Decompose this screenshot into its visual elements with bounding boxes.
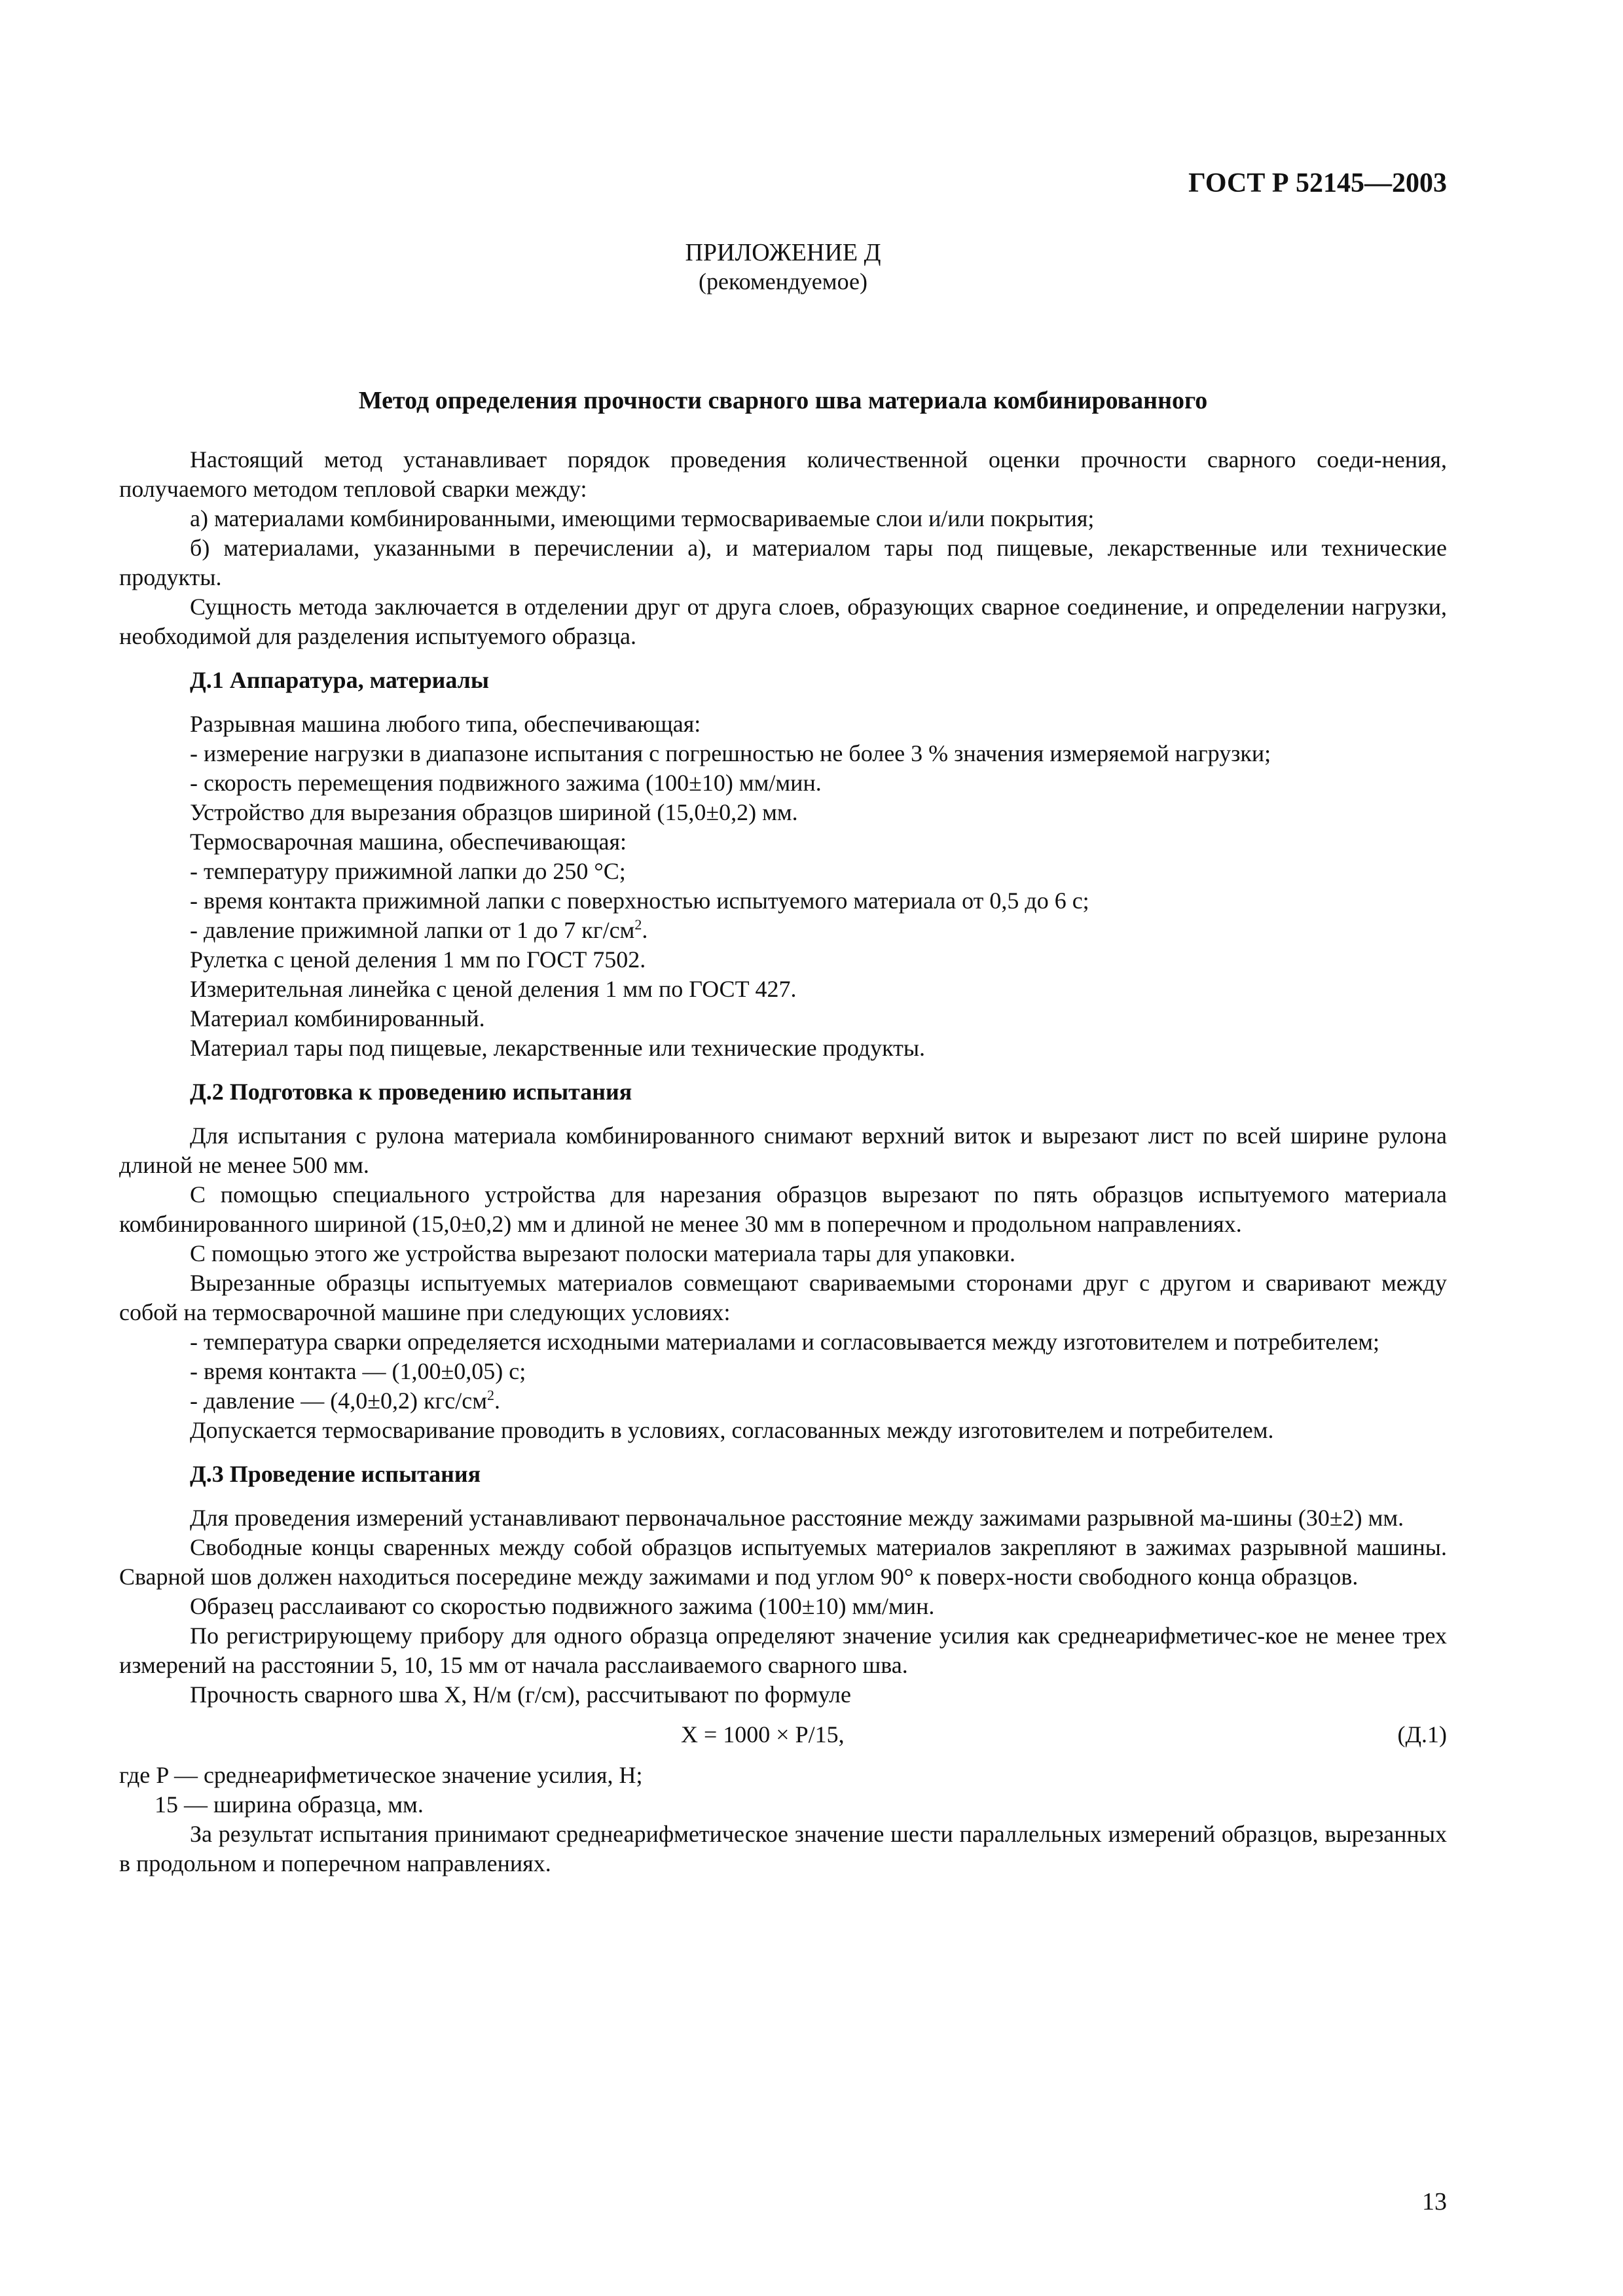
intro-essence: Сущность метода заключается в отделении друг от друга слоев, образующих сварное соединение, и определении нагрузки, необходимой для разделения испытуемого образца.: [119, 594, 1447, 649]
d3-line: Для проведения измерений устанавливают первоначальное расстояние между зажимами разрывной ма-шины (30±2) мм.: [190, 1505, 1404, 1531]
formula-number: (Д.1): [1397, 1721, 1447, 1748]
d1-pressure-text: - давление прижимной лапки от 1 до 7 кг/см: [190, 917, 635, 943]
d1-line: Рулетка с ценой деления 1 мм по ГОСТ 7502.: [190, 946, 646, 973]
d2-line: Вырезанные образцы испытуемых материалов совмещают свариваемыми сторонами друг с другом и сваривают между собой на термосварочной машине при следующих условиях:: [119, 1270, 1447, 1325]
d2-line: - время контакта — (1,00±0,05) с;: [190, 1358, 526, 1384]
d1-pressure-line: [119, 916, 1447, 945]
period: .: [642, 917, 648, 943]
where-line: 15 — ширина образца, мм.: [155, 1791, 424, 1818]
result-paragraph: За результат испытания принимают среднеарифметическое значение шести параллельных измерений образцов, вырезанных в продольном и поперечном направлениях.: [119, 1821, 1447, 1876]
appendix-title: ПРИЛОЖЕНИЕ Д: [685, 239, 881, 266]
section-d3-heading: Д.3 Проведение испытания: [190, 1461, 481, 1487]
method-title: Метод определения прочности сварного шва материала комбинированного: [358, 387, 1208, 414]
superscript: 2: [634, 916, 642, 933]
d1-line: Измерительная линейка с ценой деления 1 мм по ГОСТ 427.: [190, 976, 797, 1002]
d1-line: Материал тары под пищевые, лекарственные или технические продукты.: [190, 1035, 926, 1061]
d3-line: Свободные концы сваренных между собой образцов испытуемых материалов закрепляют в зажимах разрывной машины. Сварной шов должен находиться посередине между зажимами и под углом 90° к поверх-ности свободного конца образцов.: [119, 1534, 1447, 1590]
d1-line: - температуру прижимной лапки до 250 °С;: [190, 858, 626, 884]
formula: X = 1000 × P/15,: [681, 1721, 845, 1748]
document-body: [119, 445, 1447, 1878]
intro-item-b: б) материалами, указанными в перечислении а), и материалом тары под пищевые, лекарственные или технические продукты.: [119, 535, 1447, 590]
document-page: [119, 0, 1447, 2296]
d1-line: Термосварочная машина, обеспечивающая:: [190, 829, 627, 855]
standard-number: ГОСТ Р 52145—2003: [1188, 168, 1447, 198]
where-line: где P — среднеарифметическое значение усилия, Н;: [119, 1762, 643, 1788]
intro-item-a: а) материалами комбинированными, имеющими термосвариваемые слои и/или покрытия;: [190, 505, 1095, 531]
section-d1-heading: Д.1 Аппаратура, материалы: [190, 667, 489, 693]
section-d2-heading: Д.2 Подготовка к проведению испытания: [190, 1079, 632, 1105]
d2-pressure-line: [119, 1386, 1447, 1416]
d3-line: Прочность сварного шва X, Н/м (г/см), рассчитывают по формуле: [190, 1681, 851, 1708]
d2-pressure-text: - давление — (4,0±0,2) кгс/см: [190, 1388, 487, 1414]
d1-line: Разрывная машина любого типа, обеспечивающая:: [190, 711, 701, 737]
d1-line: - скорость перемещения подвижного зажима (100±10) мм/мин.: [190, 770, 822, 796]
superscript: 2: [487, 1387, 494, 1403]
period: .: [494, 1388, 500, 1414]
page-number: 13: [1422, 2188, 1447, 2215]
d1-line: - время контакта прижимной лапки с поверхностью испытуемого материала от 0,5 до 6 с;: [190, 888, 1089, 914]
d2-line: Для испытания с рулона материала комбинированного снимают верхний виток и вырезают лист по всей ширине рулона длиной не менее 500 мм.: [119, 1122, 1447, 1178]
formula-row: [119, 1717, 1447, 1753]
d2-line: - температура сварки определяется исходными материалами и согласовывается между изготовителем и потребителем;: [190, 1329, 1380, 1355]
d3-line: По регистрирующему прибору для одного образца определяют значение усилия как среднеарифметичес-кое не менее трех измерений на расстоянии 5, 10, 15 мм от начала расслаиваемого сварного шва.: [119, 1623, 1447, 1678]
appendix-status: (рекомендуемое): [699, 268, 867, 295]
d2-line: Допускается термосваривание проводить в условиях, согласованных между изготовителем и потребителем.: [190, 1417, 1274, 1443]
d1-line: Материал комбинированный.: [190, 1005, 485, 1031]
d3-line: Образец расслаивают со скоростью подвижного зажима (100±10) мм/мин.: [190, 1593, 935, 1619]
intro-paragraph: Настоящий метод устанавливает порядок проведения количественной оценки прочности сварного соеди-нения, получаемого методом тепловой сварки между:: [119, 446, 1447, 502]
d2-line: С помощью специального устройства для нарезания образцов вырезают по пять образцов испытуемого материала комбинированного шириной (15,0±0,2) мм и длиной не менее 30 мм в поперечном и продольном направлениях.: [119, 1181, 1447, 1237]
d2-line: С помощью этого же устройства вырезают полоски материала тары для упаковки.: [190, 1240, 1015, 1266]
d1-line: Устройство для вырезания образцов шириной (15,0±0,2) мм.: [190, 799, 798, 825]
d1-line: - измерение нагрузки в диапазоне испытания с погрешностью не более 3 % значения измеряемой нагрузки;: [190, 740, 1271, 766]
